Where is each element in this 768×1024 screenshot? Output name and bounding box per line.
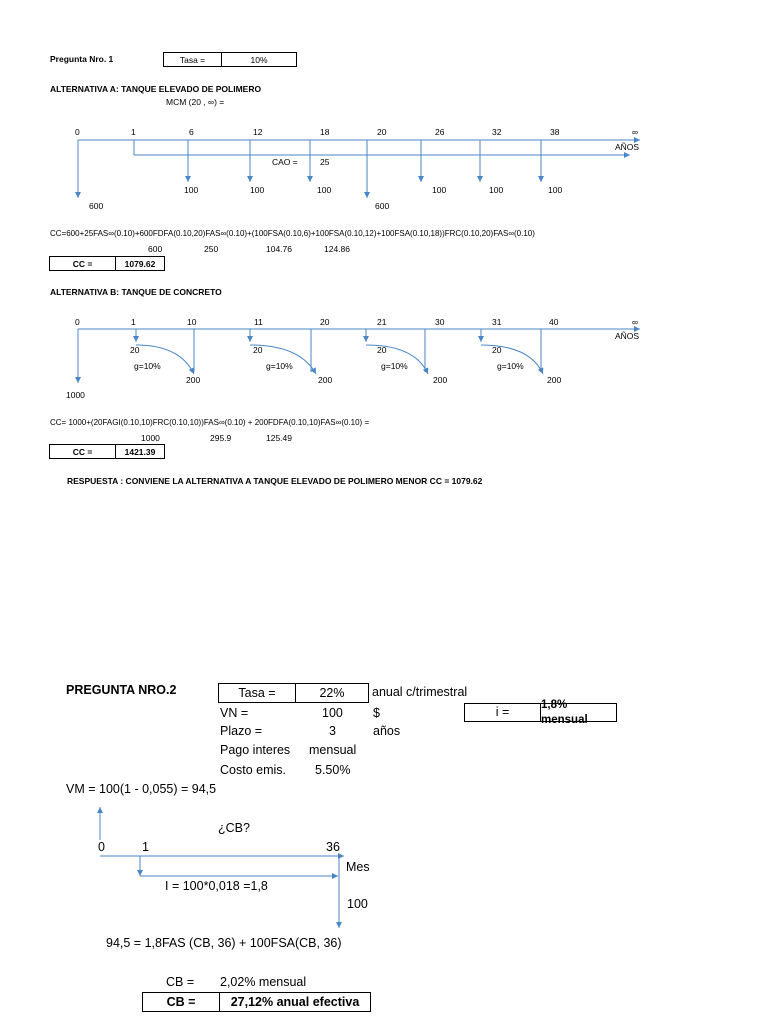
alt-b-g-rate: g=10%: [381, 361, 408, 371]
alt-a-formula-value: 250: [204, 244, 219, 254]
alt-b-tick: 30: [435, 317, 445, 327]
alt-a-tick: 0: [75, 127, 80, 137]
alt-b-cc-label: CC =: [49, 444, 116, 459]
alt-b-tick: 0: [75, 317, 80, 327]
q2-mes-label: Mes: [346, 860, 370, 874]
alt-b-1000-label: 1000: [66, 390, 85, 400]
alt-a-600-label: 600: [375, 201, 390, 211]
alt-b-tick: 31: [492, 317, 502, 327]
alt-b-tick: 10: [187, 317, 197, 327]
q2-tick: 0: [98, 840, 105, 854]
q2-cb-label: CB =: [166, 975, 195, 989]
q2-cb-monthly: 2,02% mensual: [220, 975, 307, 989]
q2-tick: 1: [142, 840, 149, 854]
alt-b-end-label: 200: [547, 375, 562, 385]
alt-b-tick: 11: [254, 317, 263, 327]
alt-a-cao-value: 25: [320, 157, 330, 167]
alt-a-flow-label: 100: [317, 185, 332, 195]
alt-b-end-label: 200: [186, 375, 201, 385]
q2-row-value: 100: [322, 706, 343, 720]
alt-b-g-rate: g=10%: [134, 361, 161, 371]
alt-a-tick: 20: [377, 127, 387, 137]
alt-b-formula-value: 295.9: [210, 433, 232, 443]
alt-a-anos-label: AÑOS: [615, 142, 640, 152]
q1-title: Pregunta Nro. 1: [50, 54, 114, 64]
alt-b-end-label: 200: [318, 375, 333, 385]
alt-b-anos-label: AÑOS: [615, 331, 640, 341]
alt-a-formula-value: 124.86: [324, 244, 350, 254]
alt-b-g-rate: g=10%: [266, 361, 293, 371]
alt-b-formula: CC= 1000+(20FAGI(0.10,10)FRC(0.10,10))FAS∞(0.10) + 200FDFA(0.10,10)FAS∞(0.10) =: [50, 418, 370, 427]
q2-cb-result-value: 27,12% anual efectiva: [219, 992, 371, 1012]
alt-a-tick: 12: [253, 127, 263, 137]
q2-row-value: 3: [329, 724, 336, 738]
alt-b-g-label: 20: [492, 345, 502, 355]
q2-tasa-label: Tasa =: [218, 683, 296, 703]
alt-a-flow-label: 100: [489, 185, 504, 195]
alt-b-end-label: 200: [433, 375, 448, 385]
q2-row-label: Pago interes: [220, 743, 291, 757]
q2-cb-result-label: CB =: [142, 992, 220, 1012]
alt-b-g-label: 20: [130, 345, 140, 355]
q1-tasa-value: 10%: [221, 52, 297, 67]
q2-row-value: 5.50%: [315, 763, 351, 777]
alt-b-tick: 1: [131, 317, 136, 327]
q2-tasa-note: anual c/trimestral: [372, 685, 468, 699]
q2-interest: I = 100*0,018 =1,8: [165, 879, 268, 893]
q2-final-amount: 100: [347, 897, 368, 911]
q2-i-label: i =: [464, 703, 541, 722]
alt-a-flow-label: 100: [432, 185, 447, 195]
alt-a-tick: 32: [492, 127, 502, 137]
alt-b-formula-value: 1000: [141, 433, 160, 443]
alt-b-formula-value: 125.49: [266, 433, 292, 443]
alt-a-flow-label: 100: [184, 185, 199, 195]
alt-b-title: ALTERNATIVA B: TANQUE DE CONCRETO: [50, 287, 222, 297]
alt-a-tick: 38: [550, 127, 560, 137]
q2-row-unit: $: [373, 706, 380, 720]
alt-b-g-label: 20: [253, 345, 263, 355]
alt-a-formula: CC=600+25FAS∞(0.10)+600FDFA(0.10,20)FAS∞(0.10)+(100FSA(0.10,6)+100FSA(0.10,12)+100FSA(0.10,18))FRC(0.10,20)FAS∞(0.10): [50, 229, 535, 238]
alt-a-title: ALTERNATIVA A: TANQUE ELEVADO DE POLIMERO: [50, 84, 262, 94]
q2-row-value: mensual: [309, 743, 357, 757]
q1-tasa-label: Tasa =: [163, 52, 222, 67]
alt-a-flow-label: 100: [548, 185, 563, 195]
alt-a-cao-label: CAO =: [272, 157, 298, 167]
alt-b-g-label: 20: [377, 345, 387, 355]
alt-a-600-label: 600: [89, 201, 104, 211]
q2-row-label: Plazo =: [220, 724, 263, 738]
alt-a-tick: 6: [189, 127, 194, 137]
alt-a-tick: 26: [435, 127, 445, 137]
alt-a-tick: ∞: [632, 127, 639, 137]
q2-i-value: 1,8% mensual: [540, 703, 617, 722]
alt-b-tick: ∞: [632, 317, 639, 327]
q2-row-unit: años: [373, 724, 401, 738]
q2-tick: 36: [326, 840, 340, 854]
q2-vm: VM = 100(1 - 0,055) = 94,5: [66, 782, 217, 796]
alt-a-mcm: MCM (20 , ∞) =: [166, 97, 225, 107]
q2-equation: 94,5 = 1,8FAS (CB, 36) + 100FSA(CB, 36): [106, 936, 342, 950]
alt-a-cc-value: 1079.62: [115, 256, 165, 271]
alt-a-tick: 18: [320, 127, 330, 137]
alt-a-formula-value: 104.76: [266, 244, 292, 254]
q2-row-label: Costo emis.: [220, 763, 286, 777]
alt-b-tick: 40: [549, 317, 559, 327]
q2-row-label: VN =: [220, 706, 249, 720]
alt-a-cc-label: CC =: [49, 256, 116, 271]
alt-b-tick: 21: [377, 317, 387, 327]
alt-a-flow-label: 100: [250, 185, 265, 195]
alt-b-tick: 20: [320, 317, 330, 327]
q2-tasa-value: 22%: [295, 683, 369, 703]
q2-title: PREGUNTA NRO.2: [66, 683, 177, 697]
q1-respuesta: RESPUESTA : CONVIENE LA ALTERNATIVA A TANQUE ELEVADO DE POLIMERO MENOR CC = 1079.62: [67, 476, 483, 486]
q2-cb-question: ¿CB?: [218, 821, 250, 835]
alt-b-cc-value: 1421.39: [115, 444, 165, 459]
alt-b-g-rate: g=10%: [497, 361, 524, 371]
alt-a-formula-value: 600: [148, 244, 163, 254]
alt-a-tick: 1: [131, 127, 136, 137]
